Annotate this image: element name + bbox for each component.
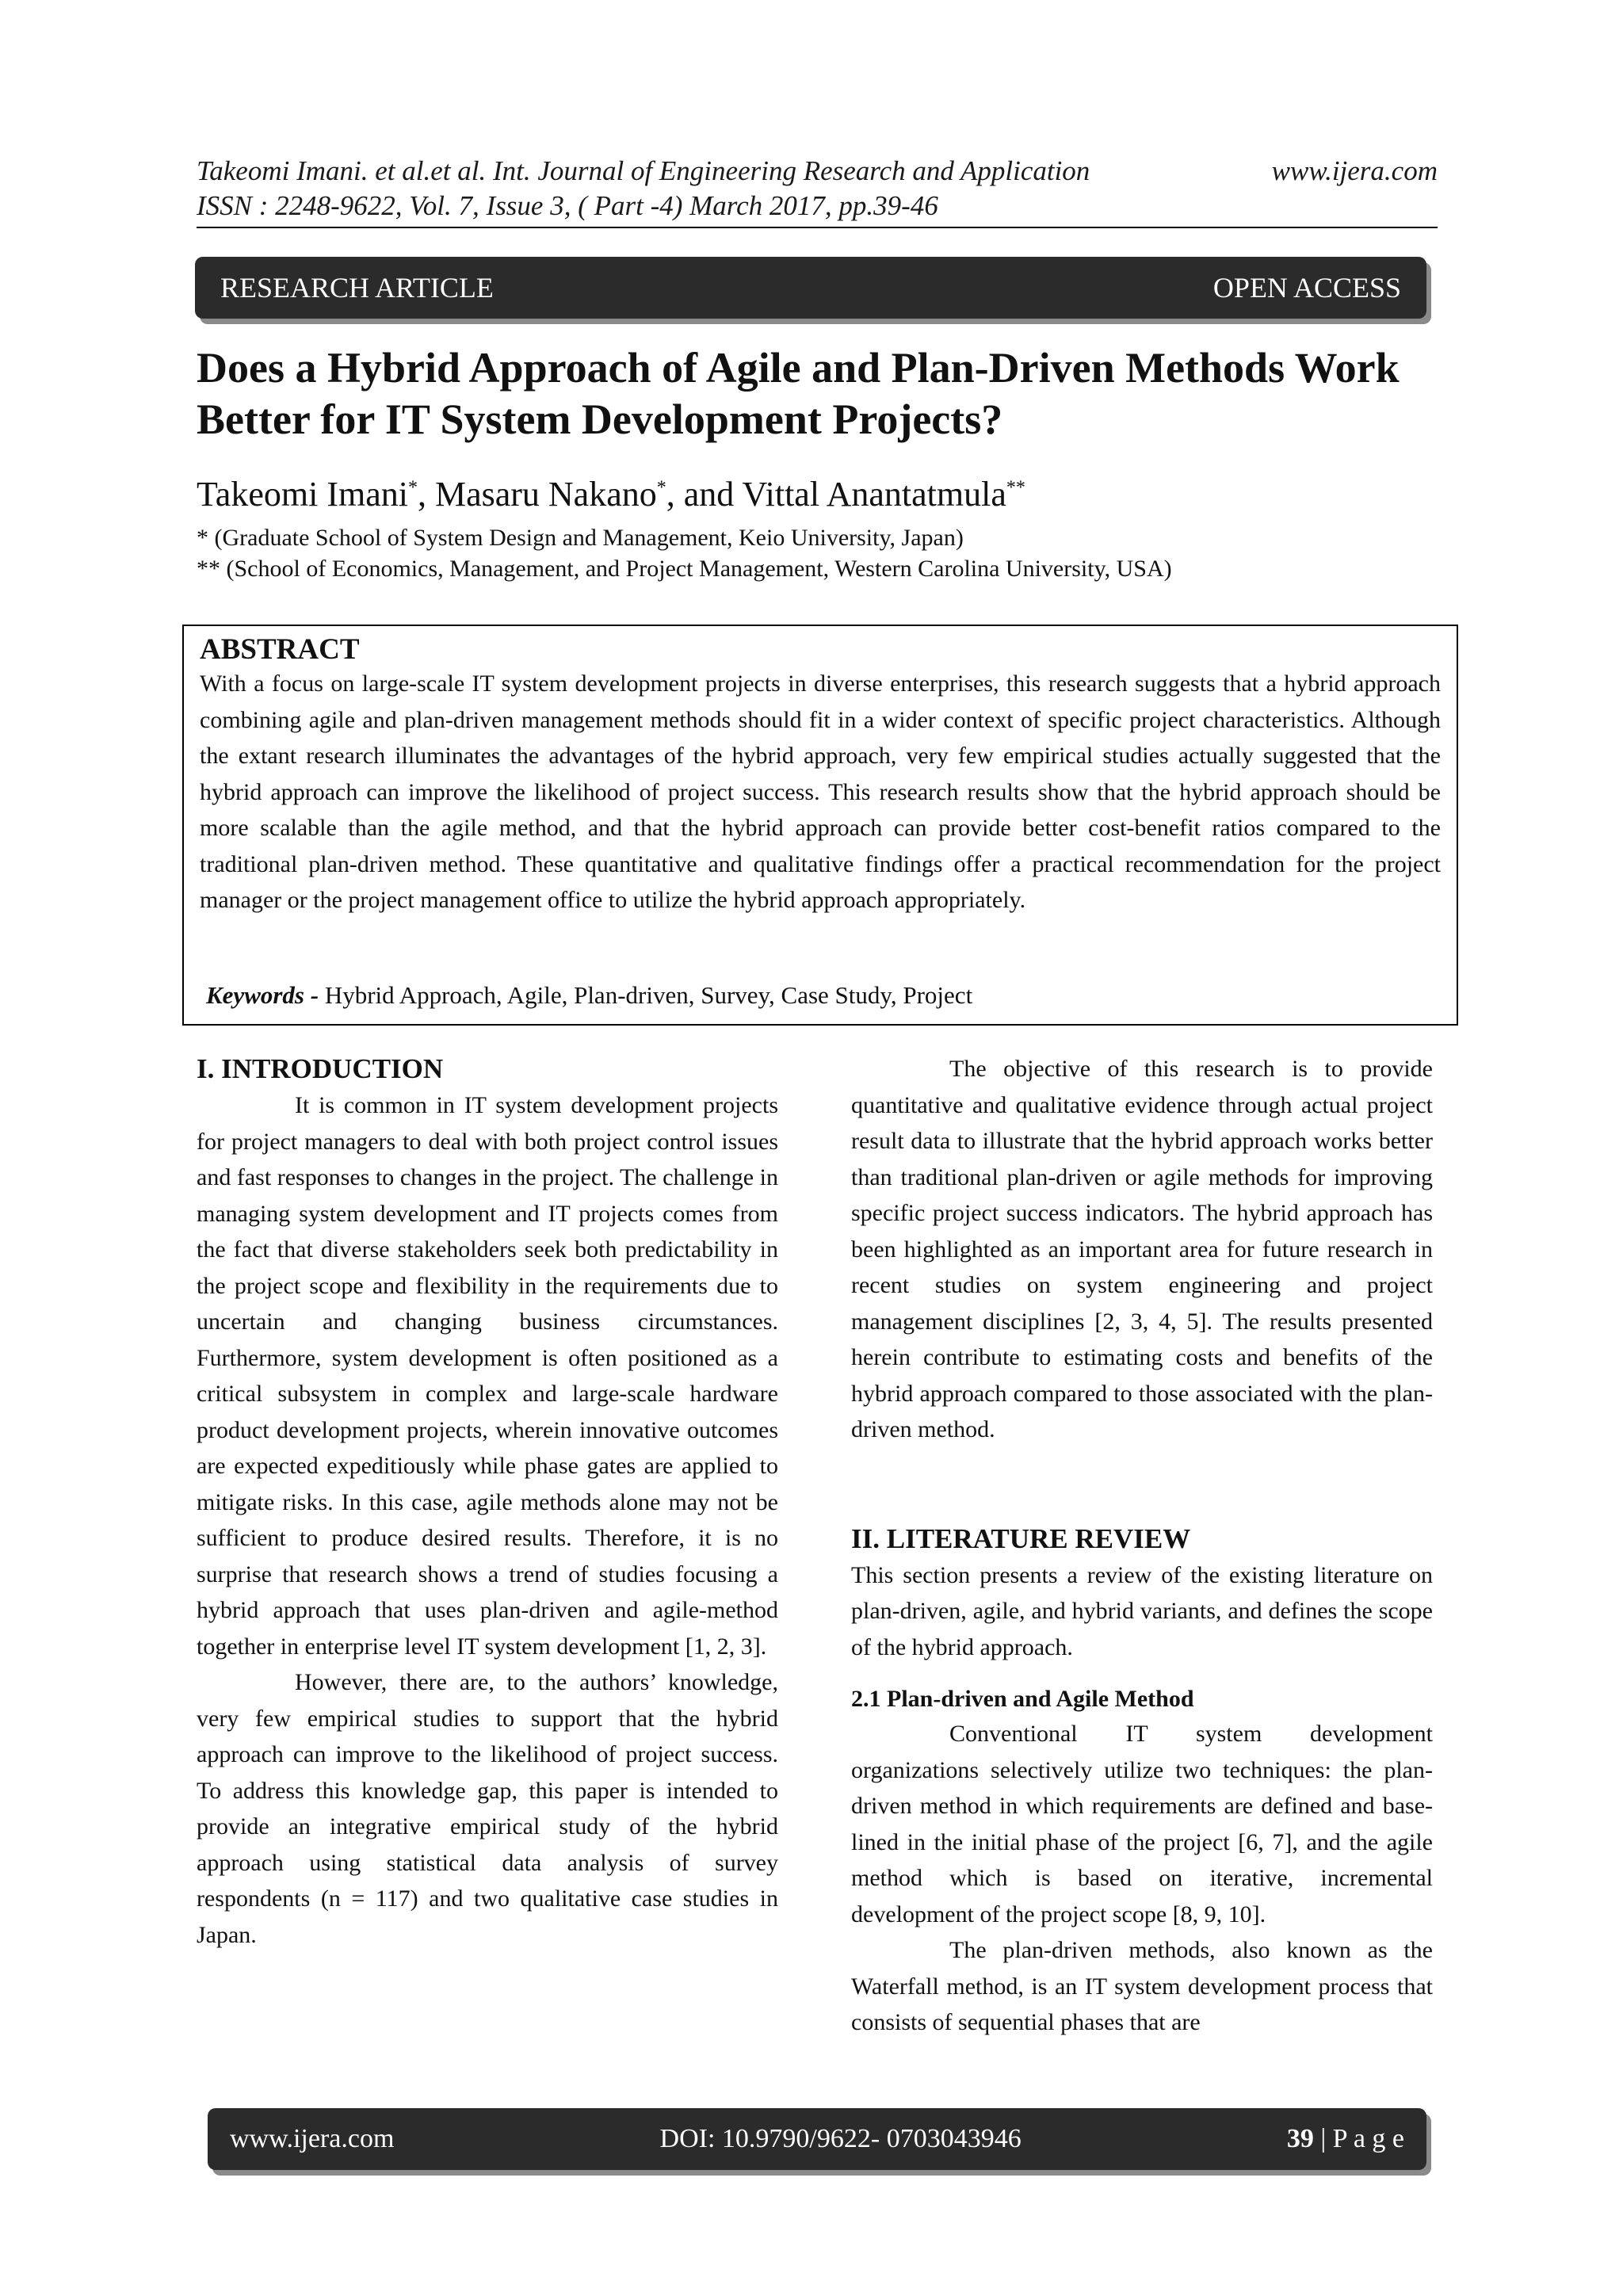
spacer (851, 1665, 1433, 1683)
author-3-mark: ** (1006, 477, 1025, 499)
subsection-2-1-heading: 2.1 Plan-driven and Agile Method (851, 1686, 1194, 1712)
paper-title (197, 342, 1438, 445)
footer-band (208, 2108, 1426, 2170)
author-1-mark: * (407, 477, 418, 499)
lit-review-paragraph-3: The plan-driven methods, also known as the Waterfall method, is an IT system development process that consists of sequential phases that are (851, 1937, 1433, 2035)
research-article-label: RESEARCH ARTICLE (220, 272, 494, 304)
page-label: | P a g e (1313, 2124, 1404, 2153)
abstract-box (182, 625, 1458, 1026)
intro-paragraph-1: It is common in IT system development projects for project managers to deal with both project control issues and fast responses to changes in the project. The challenge in managing system development and IT projects comes from the fact that diverse stakeholders seek both predictability in the project scope and flexibility in the requirements due to uncertain and changing business circumstances. Furthermore, system development is often positioned as a critical subsystem in complex and large-scale hardware product development projects, wherein innovative outcomes are expected expeditiously while phase gates are applied to mitigate risks. In this case, agile methods alone may not be sufficient to produce desired results. Therefore, it is no surprise that research shows a trend of studies focusing a hybrid approach that uses plan-driven and agile-method together in enterprise level IT system development [1, 2, 3]. (197, 1092, 778, 1660)
spacer (851, 1448, 1433, 1521)
open-access-label: OPEN ACCESS (1212, 272, 1401, 304)
left-column (197, 1051, 778, 1953)
affiliation-2: ** (School of Economics, Management, and Project Management, Western Carolina University, USA) (197, 556, 1172, 582)
issn-line: ISSN : 2248-9622, Vol. 7, Issue 3, ( Part -4) March 2017, pp.39-46 (197, 190, 938, 221)
author-2-mark: * (656, 477, 666, 499)
journal-website[interactable]: www.ijera.com (1271, 155, 1438, 186)
abstract-text: With a focus on large-scale IT system development projects in diverse enterprises, this research suggests that a hybrid approach combining agile and plan-driven management methods should fit in a wider context of specific project characteristics. Although the extant research illuminates the advantages of the hybrid approach, very few empirical studies actually suggested that the hybrid approach can improve the likelihood of project success. This research results show that the hybrid approach should be more scalable than the agile method, and that the hybrid approach can provide better cost-benefit ratios compared to the traditional plan-driven method. These quantitative and qualitative findings offer a practical recommendation for the project manager or the project management office to utilize the hybrid approach appropriately. (200, 670, 1441, 913)
author-3: , and Vittal Anantatmula (666, 475, 1006, 514)
article-type-band (195, 257, 1426, 319)
running-header (197, 154, 1438, 223)
intro-paragraph-2: However, there are, to the authors’ knowledge, very few empirical studies to support that the hybrid approach can improve to the likelihood of project success. To address this knowledge gap, this paper is intended to provide an integrative empirical study of the hybrid approach using statistical data analysis of survey respondents (n = 117) and two qualitative case studies in Japan. (197, 1669, 778, 1948)
lit-review-paragraph-2: Conventional IT system development organizations selectively utilize two techniques: the plan-driven method in which requirements are defined and base-lined in the initial phase of the project [6, 7], and the agile method which is based on iterative, incremental development of the project scope [8, 9, 10]. (851, 1721, 1433, 1927)
intro-heading: I. INTRODUCTION (197, 1053, 444, 1084)
keywords-list: Hybrid Approach, Agile, Plan-driven, Survey, Case Study, Project (324, 981, 973, 1009)
footer-doi: DOI: 10.9790/9622- 0703043946 (659, 2124, 1022, 2153)
page-number: 39 (1286, 2124, 1314, 2153)
affiliation-1: * (Graduate School of System Design and Management, Keio University, Japan) (197, 525, 964, 551)
keywords-line (206, 980, 972, 1011)
keywords-label: Keywords - (206, 981, 319, 1009)
abstract-heading: ABSTRACT (200, 633, 360, 666)
author-2: , Masaru Nakano (417, 475, 657, 514)
footer-website[interactable]: www.ijera.com (230, 2124, 395, 2153)
lit-review-heading: II. LITERATURE REVIEW (851, 1522, 1191, 1554)
header-rule (197, 227, 1438, 228)
title-line-1: Does a Hybrid Approach of Agile and Plan-Driven Methods Work (197, 344, 1400, 392)
lit-review-paragraph-1: This section presents a review of the existing literature on plan-driven, agile, and hybrid variants, and defines the scope of the hybrid approach. (851, 1561, 1433, 1660)
author-list (197, 474, 1438, 515)
author-1: Takeomi Imani (197, 475, 408, 514)
title-line-2: Better for IT System Development Projects? (197, 395, 1003, 443)
right-column (851, 1051, 1433, 2041)
intro-paragraph-3: The objective of this research is to provide quantitative and qualitative evidence through actual project result data to illustrate that the hybrid approach works better than traditional plan-driven or agile methods for improving specific project success indicators. The hybrid approach has been highlighted as an important area for future research in recent studies on system engineering and project management disciplines [2, 3, 4, 5]. The results presented herein contribute to estimating costs and benefits of the hybrid approach compared to those associated with the plan-driven method. (851, 1056, 1433, 1442)
journal-citation: Takeomi Imani. et al.et al. Int. Journal of Engineering Research and Application (197, 155, 1090, 186)
page-indicator (1287, 2124, 1404, 2154)
